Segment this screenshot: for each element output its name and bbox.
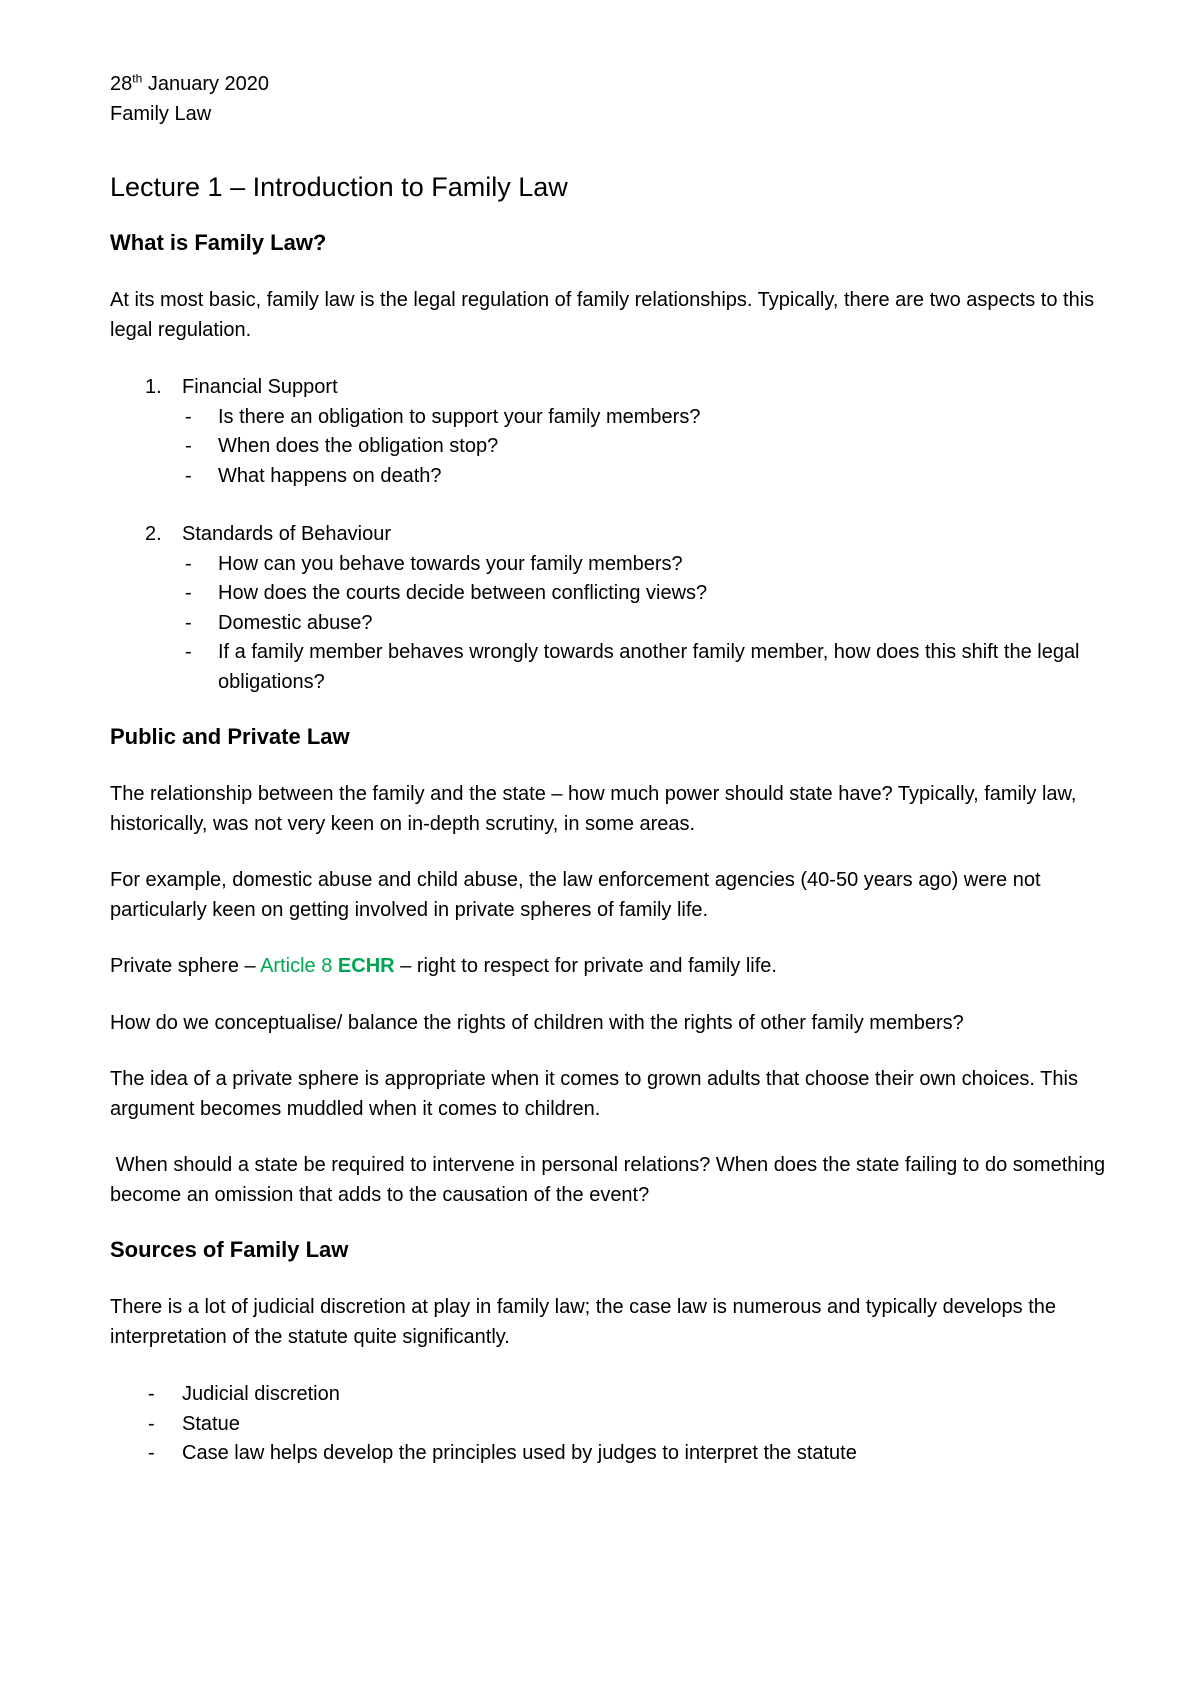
aspect-number: 2. bbox=[145, 523, 162, 545]
echr-reference: ECHR bbox=[337, 955, 395, 977]
sources-intro: There is a lot of judicial discretion at play in family law; the case law is numerous and typically develops the interpretation of the statute quite significantly. bbox=[110, 1296, 1057, 1348]
aspect-number: 1. bbox=[145, 376, 162, 398]
public-private-p5: The idea of a private sphere is appropriate when it comes to grown adults that choose their own choices. This argument becomes muddled when it comes to children. bbox=[110, 1068, 1078, 1120]
dash-bullet: - bbox=[185, 611, 192, 634]
list-item bbox=[182, 462, 1110, 492]
list-item bbox=[182, 432, 1110, 462]
list-item bbox=[182, 609, 1110, 639]
list-item bbox=[182, 403, 1110, 433]
heading-sources-of-family-law: Sources of Family Law bbox=[110, 1237, 349, 1262]
list-item-text: If a family member behaves wrongly towards another family member, how does this shift the legal obligations? bbox=[218, 641, 1080, 693]
dash-bullet: - bbox=[185, 641, 192, 663]
list-item bbox=[182, 579, 1110, 609]
list-item bbox=[182, 550, 1110, 580]
dash-bullet: - bbox=[185, 435, 192, 457]
behaviour-points bbox=[182, 550, 1110, 698]
date-suffix: th bbox=[132, 71, 143, 86]
subject-line: Family Law bbox=[110, 102, 212, 125]
list-item-text: Is there an obligation to support your family members? bbox=[218, 405, 701, 428]
aspect-item-financial bbox=[110, 373, 1110, 491]
list-item bbox=[110, 1410, 1110, 1440]
aspect-label: Standards of Behaviour bbox=[182, 523, 392, 545]
page-title: Lecture 1 – Introduction to Family Law bbox=[110, 172, 568, 202]
dash-bullet: - bbox=[185, 582, 192, 604]
public-private-p2: For example, domestic abuse and child abuse, the law enforcement agencies (40-50 years ago) were not particularly keen on getting involved in private spheres of family life. bbox=[110, 869, 1041, 921]
financial-points bbox=[182, 403, 1110, 492]
public-private-p1: The relationship between the family and the state – how much power should state have? Typically, family law, historically, was not very keen on in-depth scrutiny, in some areas. bbox=[110, 783, 1077, 835]
list-item bbox=[182, 638, 1110, 697]
list-item-text: What happens on death? bbox=[218, 464, 442, 487]
sources-list bbox=[110, 1380, 1110, 1469]
list-item-text: How can you behave towards your family members? bbox=[218, 552, 683, 575]
dash-bullet: - bbox=[148, 1383, 155, 1405]
list-item-text: When does the obligation stop? bbox=[218, 435, 499, 457]
public-private-p6: When should a state be required to intervene in personal relations? When does the state failing to do something become an omission that adds to the causation of the event? bbox=[110, 1154, 1111, 1206]
date-day: 28 bbox=[110, 73, 133, 95]
aspect-item-behaviour bbox=[110, 520, 1110, 697]
article-8-reference: Article 8 bbox=[260, 955, 338, 977]
p3-text-after: – right to respect for private and family life. bbox=[394, 955, 777, 977]
dash-bullet: - bbox=[185, 405, 192, 428]
heading-what-is-family-law: What is Family Law? bbox=[110, 230, 327, 255]
public-private-p4: How do we conceptualise/ balance the rights of children with the rights of other family members? bbox=[110, 1011, 964, 1034]
dash-bullet: - bbox=[148, 1412, 155, 1435]
list-item bbox=[110, 1380, 1110, 1410]
dash-bullet: - bbox=[185, 552, 192, 575]
list-item bbox=[110, 1439, 1110, 1469]
list-item-text: Statue bbox=[182, 1412, 240, 1435]
date-rest: January 2020 bbox=[142, 73, 270, 95]
document-page bbox=[110, 70, 1110, 1469]
list-item-text: How does the courts decide between conflicting views? bbox=[218, 582, 708, 604]
dash-bullet: - bbox=[148, 1442, 155, 1464]
list-item-text: Case law helps develop the principles used by judges to interpret the statute bbox=[182, 1442, 857, 1464]
heading-public-private-law: Public and Private Law bbox=[110, 724, 350, 749]
dash-bullet: - bbox=[185, 464, 192, 487]
list-item-text: Domestic abuse? bbox=[218, 611, 373, 634]
p3-text-before: Private sphere – bbox=[110, 955, 261, 977]
what-is-intro: At its most basic, family law is the legal regulation of family relationships. Typically, there are two aspects to this legal regulation. bbox=[110, 289, 1095, 341]
list-item-text: Judicial discretion bbox=[182, 1383, 340, 1405]
aspects-list bbox=[110, 373, 1110, 697]
aspect-label: Financial Support bbox=[182, 376, 338, 398]
public-private-p3 bbox=[110, 952, 1110, 982]
date-line bbox=[110, 70, 1110, 100]
